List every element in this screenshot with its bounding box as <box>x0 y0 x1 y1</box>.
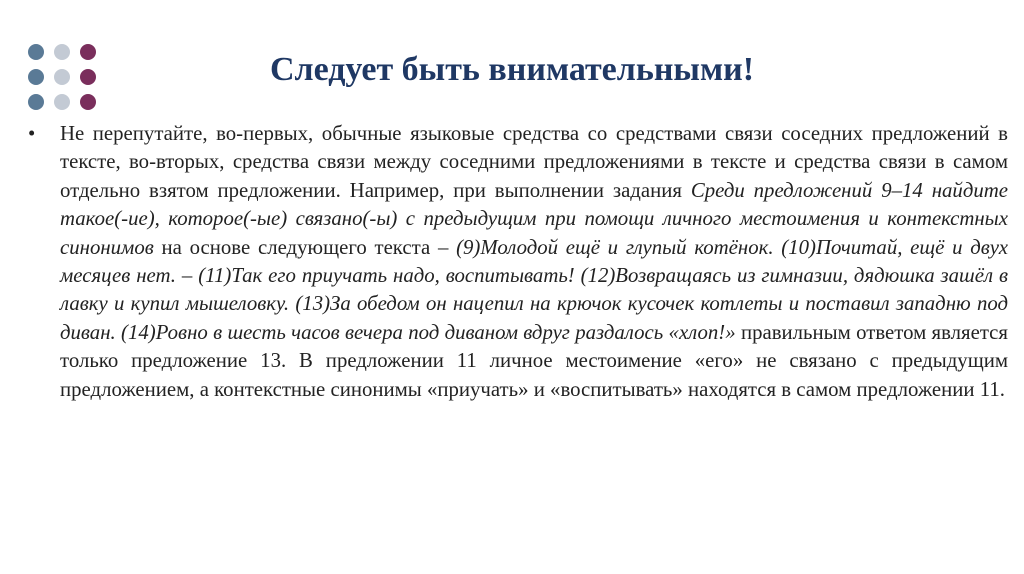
italic-text-run: (9)Молодой ещё и глупый котёнок. (10)Почитай, ещё и двух месяцев нет. – (11)Так его приучать надо, воспитывать! (12)Возвращаясь из гимназии, дядюшка зашёл в лавку и купил мышеловку. (13)За обедом он нацепил на крючок кусочек котлеты и поставил западню под диван. (14)Ровно в шесть часов вечера под диваном вдруг раздалось «хлоп!» <box>60 235 1008 344</box>
slide-title: Следует быть внимательными! <box>269 51 755 88</box>
dot-gray-blue <box>28 94 44 110</box>
text-run: Не перепутайте, во-первых, обычные языковые средства со средствами связи соседних предложений в тексте, во-вторых, средства связи между соседними предложениями в тексте и средства связи в самом отдельно взятом предложении. Например, при выполнении задания <box>60 122 1008 202</box>
italic-text-run: Среди предложений 9–14 найдите такое(-ие), которое(-ые) связано(-ы) с предыдущим при помощи личного местоимения и контекстных синонимов <box>60 178 1008 259</box>
text-run: правильным ответом является только предложение 13. В предложении 11 личное местоимение «его» не связано с предыдущим предложением, а контекстные синонимы «приучать» и «воспитывать» находятся в самом предложении 11. <box>60 320 1008 401</box>
bullet-paragraph <box>60 120 1008 404</box>
bullet-marker: • <box>28 122 36 145</box>
text-run: на основе следующего текста – <box>153 235 457 259</box>
dot-light <box>54 94 70 110</box>
dot-purple <box>80 94 96 110</box>
bullet-item <box>28 120 1008 404</box>
